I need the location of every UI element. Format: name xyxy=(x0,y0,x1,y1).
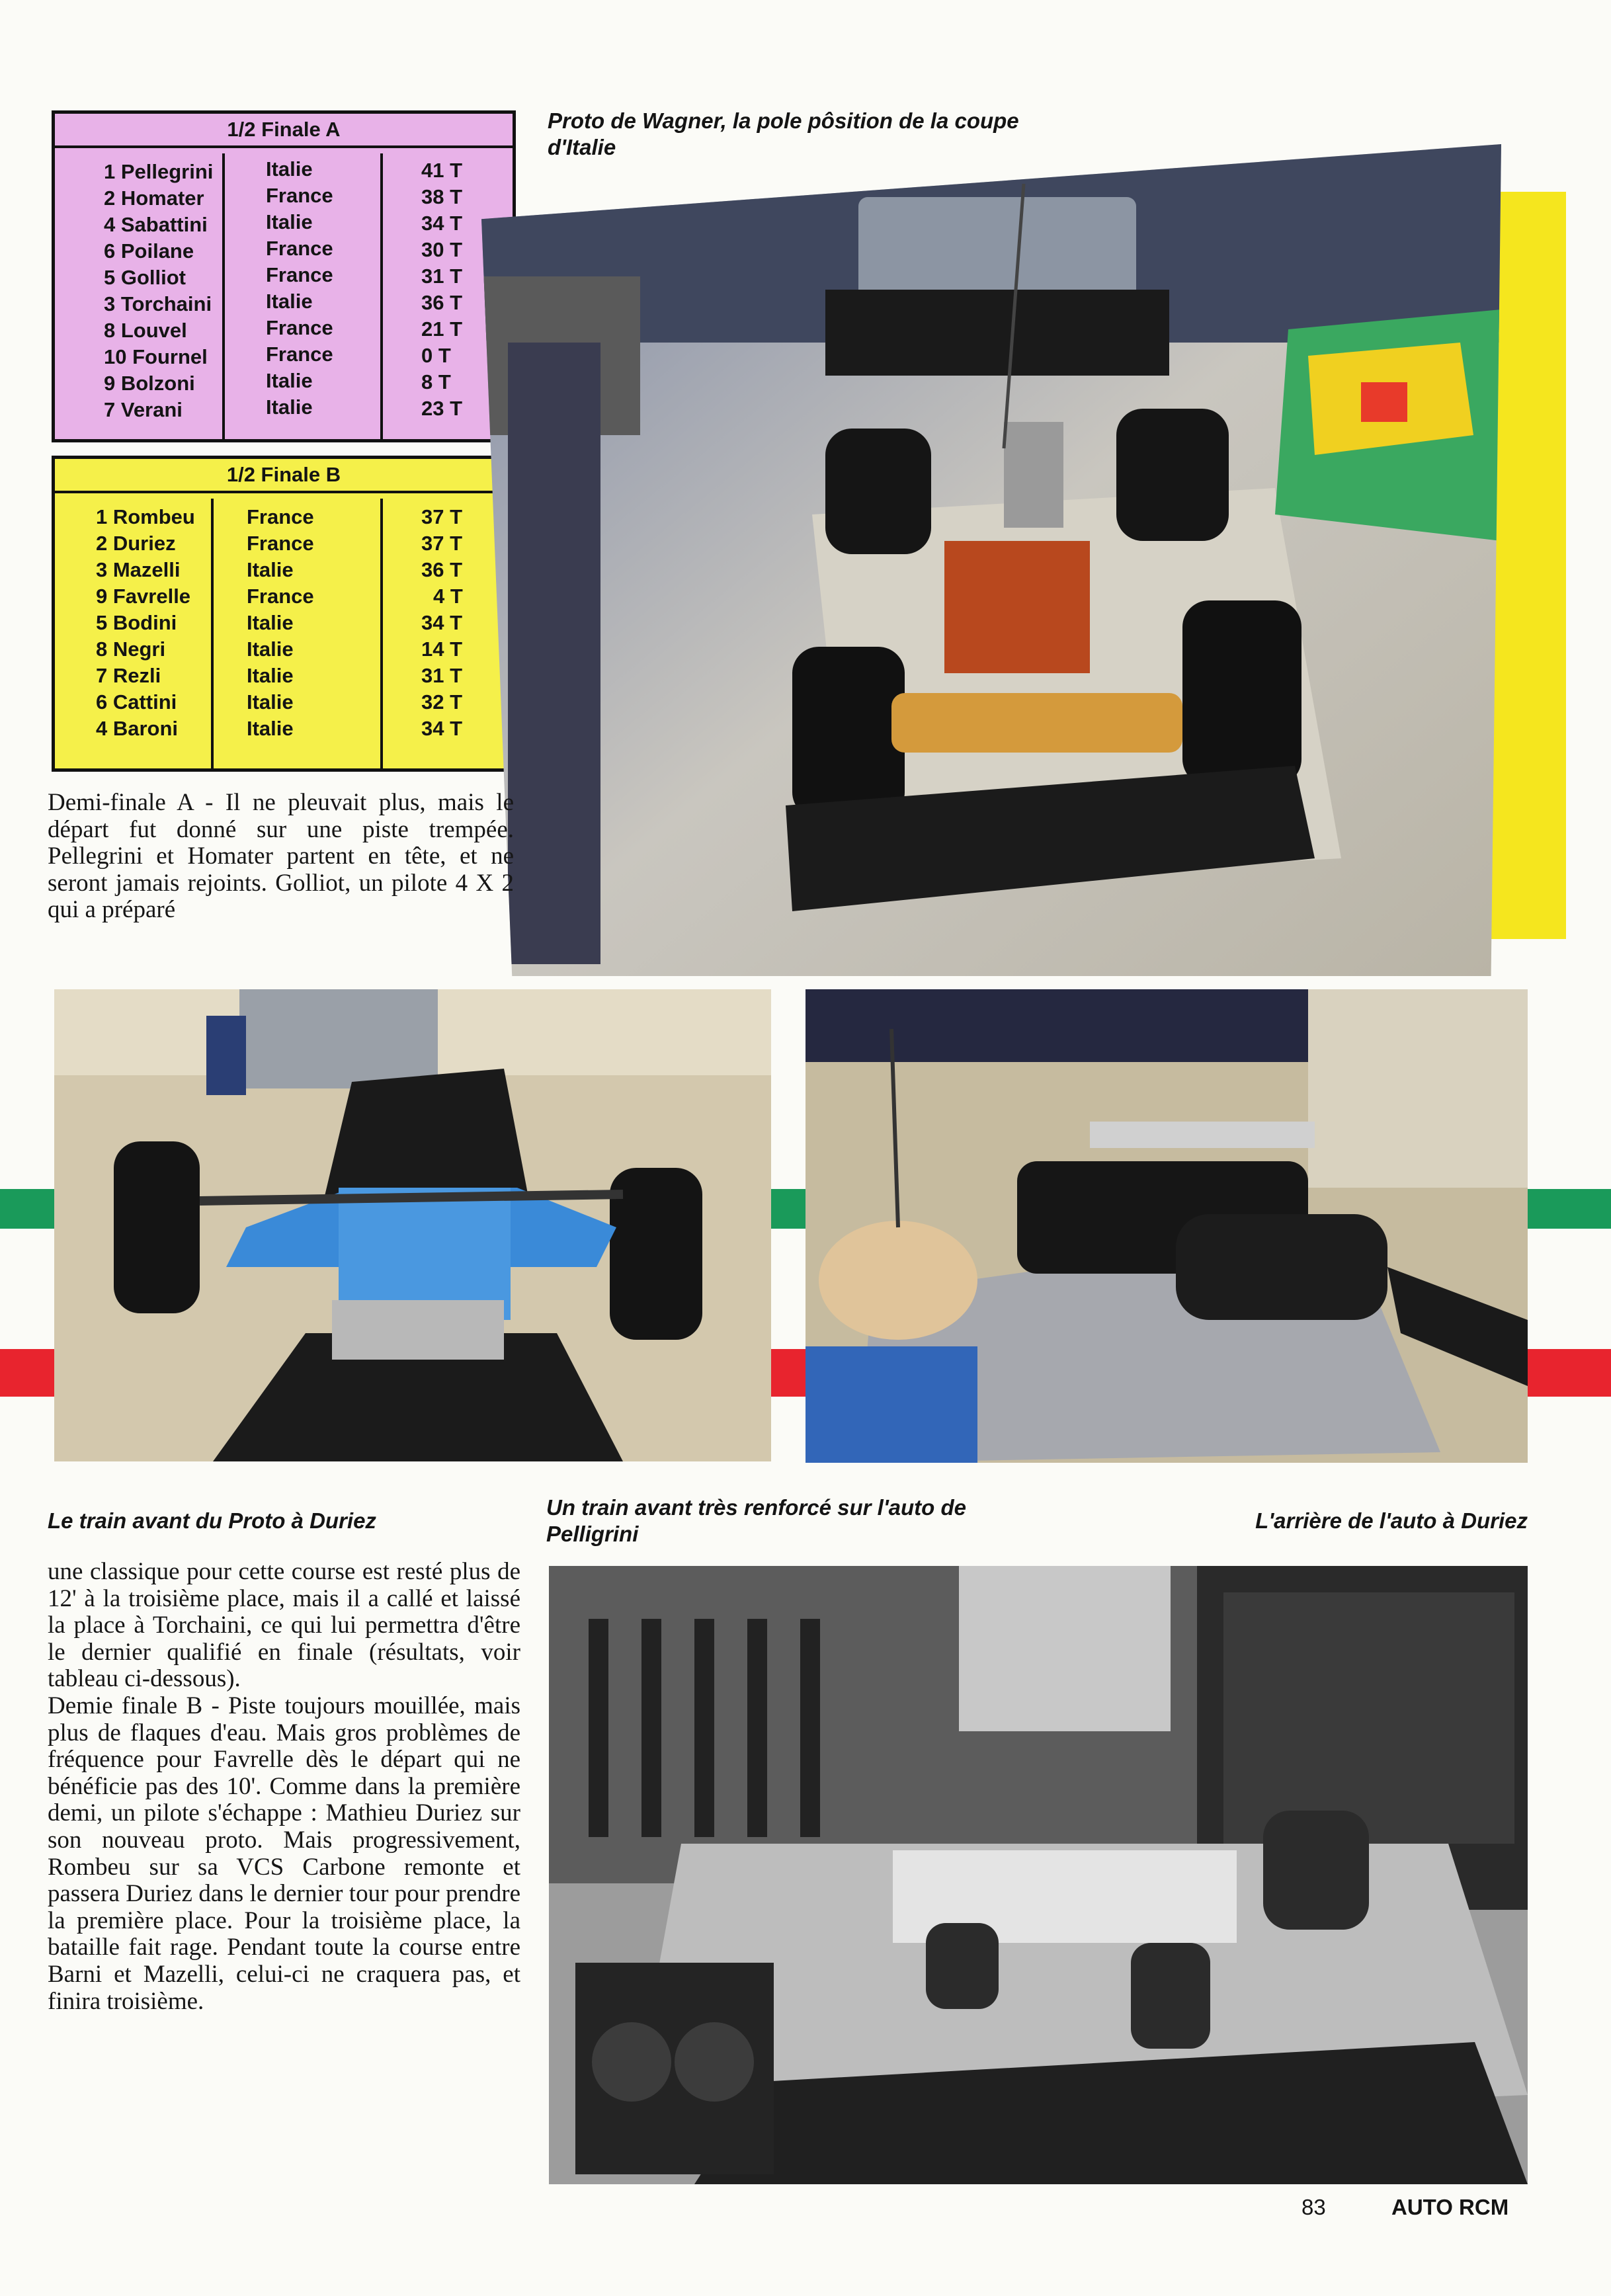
table-cell: 21 T xyxy=(421,317,463,341)
flag-stripe-green-middle xyxy=(771,1189,806,1229)
table-cell: 9 Favrelle xyxy=(96,585,191,608)
table-cell: Italie xyxy=(266,210,313,233)
table-cell: 9 Bolzoni xyxy=(104,372,195,395)
table-cell: 37 T xyxy=(421,505,463,528)
photo-pelligrini-reinforced-front xyxy=(806,989,1528,1463)
magazine-title: AUTO RCM xyxy=(1391,2195,1509,2219)
flag-stripe-green-right xyxy=(1528,1189,1611,1229)
table-cell: 41 T xyxy=(421,159,463,182)
results-table-finale-b xyxy=(52,456,516,772)
table-cell: 31 T xyxy=(421,664,463,687)
table-cell: Italie xyxy=(247,611,294,634)
flag-stripe-red-left xyxy=(0,1349,54,1397)
table-cell: 6 Cattini xyxy=(96,690,177,714)
table-cell: 34 T xyxy=(421,212,463,235)
table-cell: 3 Torchaini xyxy=(104,292,212,315)
table-cell: 36 T xyxy=(421,558,463,581)
results-table-finale-a xyxy=(52,110,516,442)
table-cell: 8 T xyxy=(421,370,451,393)
table-cell: France xyxy=(266,343,333,366)
table-cell: 1 Pellegrini xyxy=(104,160,214,183)
table-cell: Italie xyxy=(247,717,294,740)
caption-train-avant-pelligrini: Un train avant très renforcé sur l'auto de Pelligrini xyxy=(546,1495,967,1546)
country-column xyxy=(222,153,394,439)
table-cell: France xyxy=(247,585,314,608)
table-cell: France xyxy=(266,184,333,207)
table-cell: France xyxy=(266,263,333,286)
table-title: 1/2 Finale A xyxy=(55,114,513,148)
caption-arriere-duriez: L'arrière de l'auto à Duriez xyxy=(1255,1508,1528,1533)
table-cell: 36 T xyxy=(421,291,463,314)
photo-wagner-proto-chassis xyxy=(481,144,1501,976)
table-cell: France xyxy=(247,532,314,555)
paragraph: une classique pour cette course est resté plus de 12' à la troisième place, mais il a callé et laissé la place à Torchaini, ce qui lui permettra d'être le dernier qualifié en finale (résultats, voir tableau ci-dessous). xyxy=(48,1558,520,1693)
table-cell: 7 Verani xyxy=(104,398,183,421)
flag-stripe-red-middle xyxy=(771,1349,806,1397)
article-paragraph-demi-finale-a xyxy=(48,790,514,924)
table-cell: France xyxy=(247,505,314,528)
table-cell: 2 Homater xyxy=(104,186,204,210)
table-title: 1/2 Finale B xyxy=(55,459,513,493)
table-cell: France xyxy=(266,316,333,339)
table-cell: France xyxy=(266,237,333,260)
table-cell: 4 Baroni xyxy=(96,717,179,740)
table-cell: 31 T xyxy=(421,265,463,288)
table-cell: 10 Fournel xyxy=(104,345,208,368)
table-cell: Italie xyxy=(247,558,294,581)
table-cell: 34 T xyxy=(421,611,463,634)
table-cell: 23 T xyxy=(421,397,463,420)
table-cell: Italie xyxy=(247,690,294,714)
flag-stripe-red-right xyxy=(1528,1349,1611,1397)
table-cell: 7 Rezli xyxy=(96,664,161,687)
table-cell: 1 Rombeu xyxy=(96,505,195,528)
table-cell: Italie xyxy=(247,637,294,661)
table-cell: 34 T xyxy=(421,717,463,740)
article-paragraphs-continued xyxy=(48,1559,520,2015)
table-cell: Italie xyxy=(266,369,313,392)
laps-column xyxy=(380,499,513,768)
caption-train-avant-duriez: Le train avant du Proto à Duriez xyxy=(48,1508,376,1533)
paragraph: Demie finale B - Piste toujours mouillée, mais plus de flaques d'eau. Mais gros problèmes de fréquence pour Favrelle dès le départ qui ne bénéficie pas des 10'. Comme dans la première demi, un pilote s'échappe : Mathieu Duriez sur son nouveau proto. Mais progressivement, Rombeu sur sa VCS Carbone remonte et passera Duriez dans le dernier tour pour prendre la première place. Pour la troisième place, la bataille fait rage. Pendant toute la course entre Barni et Mazelli, celui-ci ne craquera pas, et finira troisième. xyxy=(48,1692,520,2015)
table-cell: Italie xyxy=(266,395,313,419)
table-cell: 38 T xyxy=(421,185,463,208)
table-cell: 8 Louvel xyxy=(104,319,187,342)
table-cell: 32 T xyxy=(421,690,463,714)
table-cell: 3 Mazelli xyxy=(96,558,181,581)
paragraph: Demi-finale A - Il ne pleuvait plus, mais le départ fut donné sur une piste trempée. Pellegrini et Homater partent en tête, et ne seront jamais rejoints. Golliot, un pilote 4 X 2 qui a préparé xyxy=(48,789,514,924)
table-cell: 4 Sabattini xyxy=(104,213,208,236)
table-cell: 5 Golliot xyxy=(104,266,186,289)
table-cell: 2 Duriez xyxy=(96,532,176,555)
caption-wagner-proto: Proto de Wagner, la pole pôsition de la coupe d'Italie xyxy=(548,108,1019,159)
table-cell: Italie xyxy=(266,157,313,181)
table-cell: 5 Bodini xyxy=(96,611,177,634)
table-cell: 8 Negri xyxy=(96,637,166,661)
table-cell: 37 T xyxy=(421,532,463,555)
table-cell: 6 Poilane xyxy=(104,239,194,263)
table-cell: 0 T xyxy=(421,344,451,367)
table-cell: 4 T xyxy=(433,585,463,608)
table-cell: 30 T xyxy=(421,238,463,261)
table-cell: 14 T xyxy=(421,637,463,661)
table-cell: Italie xyxy=(247,664,294,687)
photo-chassis-in-case-bw xyxy=(549,1566,1528,2184)
photo-duriez-front-axle xyxy=(54,989,771,1461)
page-number: 83 xyxy=(1301,2195,1326,2219)
country-column xyxy=(211,499,383,768)
flag-stripe-green-left xyxy=(0,1189,54,1229)
table-cell: Italie xyxy=(266,290,313,313)
